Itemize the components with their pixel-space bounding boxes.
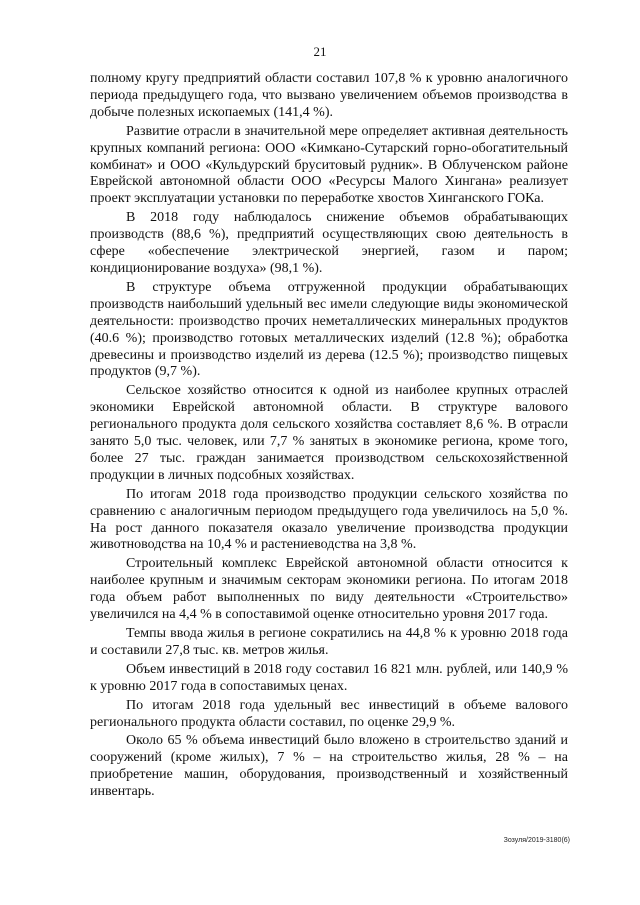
paragraph-manufacturing-structure: В структуре объема отгруженной продукции обрабатывающих производств наибольший удельный вес имели следующие виды экономической деятельности: производство прочих неметаллических минеральных продуктов (40.6 %); производство готовых металлических изделий (12.8 %); обработка древесины и производство изделий из дерева (12.5 %); производство пищевых продуктов (9,7 %). [90, 279, 568, 380]
paragraph-manufacturing-decline: В 2018 году наблюдалось снижение объемов обрабатывающих производств (88,6 %), предприятий осуществляющих свою деятельность в сфере «обеспечение электрической энергией, газом и паром; кондиционирование воздуха» (98,1 %). [90, 210, 568, 276]
paragraph-investment-volume: Объем инвестиций в 2018 году составил 16 821 млн. рублей, или 140,9 % к уровню 2017 года в сопоставимых ценах. [90, 661, 568, 694]
paragraph-investment-share: По итогам 2018 года удельный вес инвестиций в объеме валового регионального продукта области составил, по оценке 29,9 %. [90, 697, 568, 730]
paragraph-housing: Темпы ввода жилья в регионе сократились на 44,8 % к уровню 2018 года и составили 27,8 тыс. кв. метров жилья. [90, 626, 568, 658]
paragraph-major-companies: Развитие отрасли в значительной мере определяет активная деятельность крупных компаний региона: ООО «Кимкано-Сутарский горно-обогатительный комбинат» и ООО «Кульдурский бруситовый рудник». В Облученском районе Еврейской автономной области ООО «Ресурсы Малого Хингана» реализует проект эксплуатации установки по переработке хвостов Хинганского ГОКа. [90, 123, 568, 207]
paragraph-mining-growth: полному кругу предприятий области составил 107,8 % к уровню аналогичного периода предыдущего года, что вызвано увеличением объемов производства в добыче полезных ископаемых (141,4 %). [90, 71, 568, 120]
paragraph-agriculture-results: По итогам 2018 года производство продукции сельского хозяйства по сравнению с аналогичным периодом предыдущего года увеличилось на 5,0 %. На рост данного показателя оказало увеличение производства продукции животноводства на 10,4 % и растениеводства на 3,8 %. [90, 486, 568, 553]
document-body [90, 71, 568, 801]
paragraph-agriculture: Сельское хозяйство относится к одной из наиболее крупных отраслей экономики Еврейской автономной области. В структуре валового регионального продукта доля сельского хозяйства составляет 8,6 %. В отрасли занято 5,0 тыс. человек, или 7,7 % занятых в экономике региона, кроме того, более 27 тыс. граждан занимается производством сельскохозяйственной продукции в личных подсобных хозяйствах. [90, 383, 568, 483]
page-number: 21 [313, 44, 327, 59]
document-code: Зозуля/2019-3180(6) [503, 837, 570, 844]
paragraph-investment-structure: Около 65 % объема инвестиций было вложено в строительство зданий и сооружений (кроме жилых), 7 % – на строительство жилья, 28 % – на приобретение машин, оборудования, производственный и хозяйственный инвентарь. [90, 733, 568, 800]
paragraph-construction: Строительный комплекс Еврейской автономной области относится к наиболее крупным и значимым секторам экономики региона. По итогам 2018 года объем работ выполненных по виду деятельности «Строительство» увеличился на 4,4 % в сопоставимой оценке относительно уровня 2017 года. [90, 556, 568, 623]
